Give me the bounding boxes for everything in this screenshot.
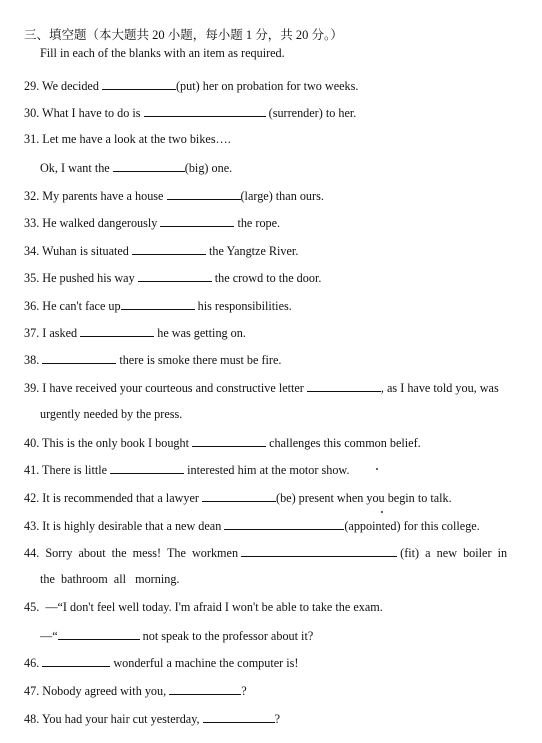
answer-blank: [224, 518, 344, 530]
question-text: —“: [40, 629, 58, 643]
question-text: 43. It is highly desirable that a new dean: [24, 519, 225, 533]
question-29: [24, 78, 534, 94]
question-text: 39. I have received your courteous and constructive letter: [24, 381, 307, 395]
question-text: 46.: [24, 656, 43, 670]
question-text: 37. I asked: [24, 326, 81, 340]
answer-blank: [241, 545, 397, 557]
question-text: the crowd to the door.: [211, 271, 322, 285]
question-39-continued: urgently needed by the press.: [40, 407, 183, 421]
question-34: [24, 243, 534, 259]
question-text: (surrender) to her.: [265, 106, 357, 120]
question-41: [24, 462, 534, 478]
answer-blank: [138, 270, 212, 282]
scan-speck: [376, 468, 378, 470]
question-text: 41. There is little: [24, 463, 111, 477]
scan-speck: [381, 511, 383, 513]
answer-blank: [110, 462, 184, 474]
question-text: 44. Sorry about the mess! The workmen: [24, 546, 242, 560]
question-30: [24, 105, 534, 121]
question-text: challenges this common belief.: [266, 436, 421, 450]
question-46: [24, 655, 534, 671]
question-text: (fit) a new boiler in: [397, 546, 508, 560]
question-text: 30. What I have to do is: [24, 106, 144, 120]
question-45-response: [40, 628, 534, 644]
question-text: ?: [241, 684, 247, 698]
question-text: 36. He can't face up: [24, 299, 121, 313]
question-text: Ok, I want the: [40, 161, 113, 175]
question-40: [24, 435, 534, 451]
question-31-response: [40, 160, 534, 176]
question-text: there is smoke there must be fire.: [116, 353, 282, 367]
question-text: (appointed) for this college.: [344, 519, 480, 533]
answer-blank: [202, 490, 276, 502]
question-48: [24, 711, 534, 727]
question-44-continued: the bathroom all morning.: [40, 572, 180, 586]
question-45: 45. —“I don't feel well today. I'm afraid I won't be able to take the exam.: [24, 600, 383, 614]
question-text: 29. We decided: [24, 79, 102, 93]
answer-blank: [102, 78, 176, 90]
question-32: [24, 188, 534, 204]
answer-blank: [167, 188, 241, 200]
question-text: (big) one.: [184, 161, 233, 175]
answer-blank: [192, 435, 266, 447]
answer-blank: [80, 325, 154, 337]
answer-blank: [132, 243, 206, 255]
question-39: [24, 380, 534, 396]
question-text: ?: [274, 712, 281, 726]
answer-blank: [121, 298, 195, 310]
answer-blank: [307, 380, 381, 392]
section-title: 三、填空题（本大题共 20 小题，每小题 1 分，共 20 分。）: [24, 28, 343, 42]
question-text: interested him at the motor show.: [184, 463, 350, 477]
question-37: [24, 325, 534, 341]
question-text: 34. Wuhan is situated: [24, 244, 132, 258]
question-text: 48. You had your hair cut yesterday,: [24, 712, 203, 726]
answer-blank: [203, 711, 275, 723]
answer-blank: [113, 160, 185, 172]
question-text: the Yangtze River.: [205, 244, 299, 258]
question-text: 33. He walked dangerously: [24, 216, 161, 230]
answer-blank: [42, 655, 110, 667]
question-text: 42. It is recommended that a lawyer: [24, 491, 203, 505]
question-text: 32. My parents have a house: [24, 189, 167, 203]
answer-blank: [58, 628, 140, 640]
question-text: 38.: [24, 353, 43, 367]
question-44: [24, 545, 534, 561]
question-text: (be) present when you begin to talk.: [276, 491, 452, 505]
question-text: 35. He pushed his way: [24, 271, 138, 285]
question-33: [24, 215, 534, 231]
question-text: 47. Nobody agreed with you,: [24, 684, 170, 698]
question-text: 40. This is the only book I bought: [24, 436, 193, 450]
question-38: [24, 352, 534, 368]
question-text: the rope.: [234, 216, 281, 230]
question-47: [24, 683, 534, 699]
question-text: (large) than ours.: [240, 189, 324, 203]
answer-blank: [144, 105, 266, 117]
question-43: [24, 518, 534, 534]
section-instruction: Fill in each of the blanks with an item as required.: [40, 46, 285, 60]
question-36: [24, 298, 534, 314]
question-text: he was getting on.: [154, 326, 246, 340]
question-text: , as I have told you, was: [380, 381, 499, 395]
answer-blank: [160, 215, 234, 227]
question-42: [24, 490, 534, 506]
question-text: his responsibilities.: [194, 299, 292, 313]
answer-blank: [169, 683, 241, 695]
question-text: (put) her on probation for two weeks.: [176, 79, 359, 93]
answer-blank: [42, 352, 116, 364]
question-text: wonderful a machine the computer is!: [110, 656, 299, 670]
question-31: 31. Let me have a look at the two bikes….: [24, 132, 231, 146]
question-35: [24, 270, 534, 286]
question-text: not speak to the professor about it?: [139, 629, 314, 643]
